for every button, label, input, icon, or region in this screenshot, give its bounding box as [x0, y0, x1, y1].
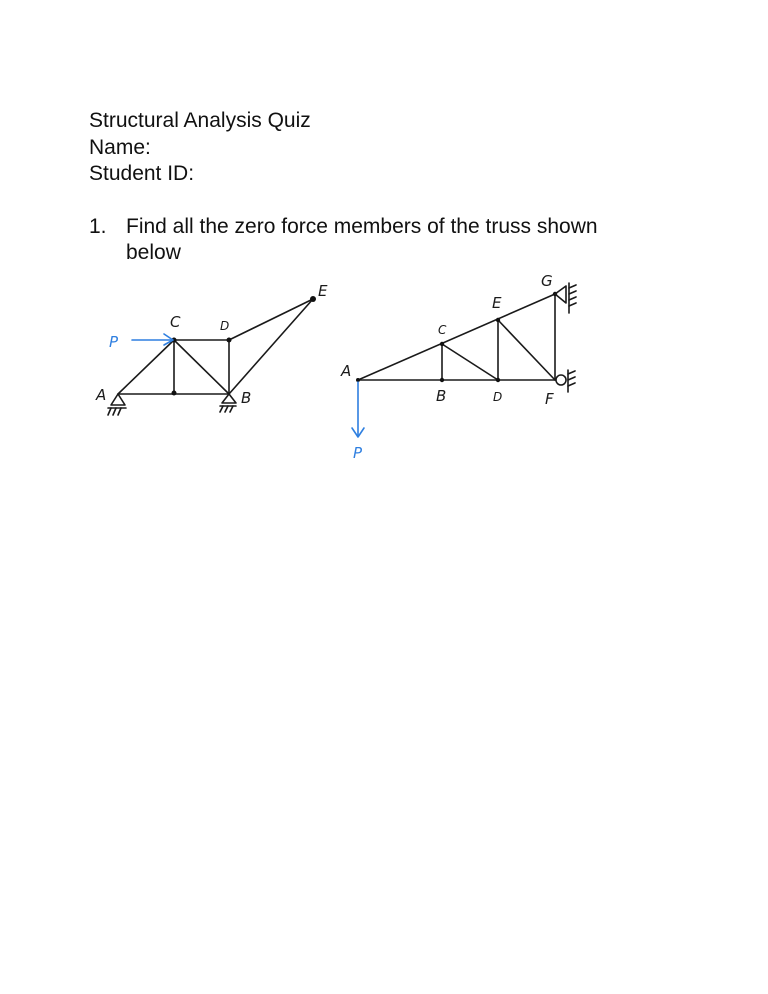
left-truss-joints — [172, 296, 317, 396]
left-label-E: E — [318, 282, 328, 300]
joint-B — [440, 378, 444, 382]
left-label-D: D — [220, 319, 230, 333]
right-label-E: E — [492, 294, 502, 312]
quiz-title: Structural Analysis Quiz — [89, 109, 311, 132]
left-label-C: C — [170, 313, 181, 331]
joint-D — [496, 378, 500, 382]
roller-support-B-icon — [220, 394, 236, 412]
name-label: Name: — [89, 135, 151, 159]
question-number: 1. — [89, 215, 107, 238]
roller-support-F-icon — [556, 370, 575, 392]
member-EF — [498, 320, 555, 380]
left-truss — [95, 282, 328, 415]
left-load-label: P — [109, 333, 119, 351]
right-label-B: B — [436, 387, 447, 405]
joint-E — [496, 318, 500, 322]
right-load-arrow-icon — [352, 382, 364, 437]
right-label-A: A — [341, 362, 352, 380]
pin-support-A-icon — [108, 394, 126, 415]
right-truss — [340, 272, 576, 462]
right-label-D: D — [493, 390, 503, 404]
right-label-G: G — [541, 272, 553, 290]
member-DE — [229, 299, 313, 340]
right-label-F: F — [545, 390, 554, 408]
student-id-label: Student ID: — [89, 162, 195, 185]
right-truss-members — [358, 294, 555, 380]
joint-E — [310, 296, 316, 302]
member-AC — [118, 340, 174, 394]
member-CD — [442, 344, 498, 380]
member-AG — [358, 294, 555, 380]
joint-D — [227, 338, 232, 343]
pin-support-G-icon — [555, 283, 576, 313]
joint-C — [440, 342, 444, 346]
left-truss-members — [118, 299, 313, 394]
left-label-A: A — [96, 386, 107, 404]
member-BE — [229, 299, 313, 394]
right-label-C: C — [438, 323, 447, 337]
question-text: Find all the zero force members of the truss shown below — [126, 215, 598, 264]
right-load-label: P — [353, 444, 363, 462]
left-label-B: B — [241, 389, 252, 407]
left-load-arrow-icon — [132, 334, 173, 345]
joint-mid-bottom — [172, 391, 177, 396]
member-CB — [174, 340, 229, 394]
